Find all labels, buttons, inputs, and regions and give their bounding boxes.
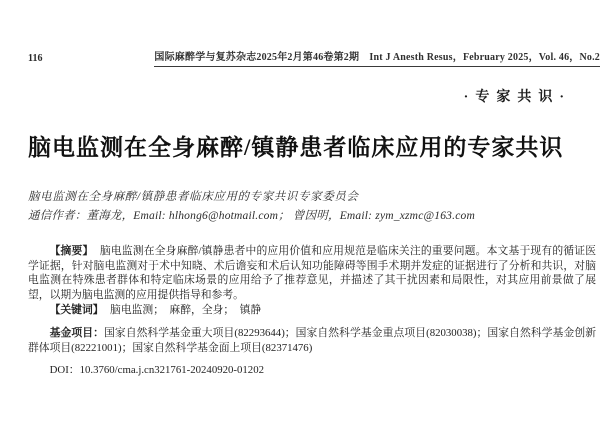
funding-label: 基金项目： bbox=[49, 327, 104, 339]
abstract-paragraph bbox=[28, 244, 596, 302]
running-head bbox=[28, 48, 600, 67]
keywords-line bbox=[28, 303, 596, 318]
doi-line: DOI：10.3760/cma.j.cn321761-20240920-01202 bbox=[49, 364, 265, 376]
corresponding-authors: 通信作者：董海龙，Email: hlhong6@hotmail.com； 曾因明，Email: zym_xzmc@163.com bbox=[28, 210, 475, 222]
keywords-text: 脑电监测； 麻醉，全身； 镇静 bbox=[110, 304, 262, 316]
funding-paragraph bbox=[28, 326, 596, 356]
abstract-text: 脑电监测在全身麻醉/镇静患者中的应用价值和应用规范是临床关注的重要问题。本文基于现有的循证医学证据，针对脑电监测对于术中知晓、术后谵妄和术后认知功能障碍等围手术期并发症的证据进行了分析和共识，对脑电监测在特殊患者群体和特定临床场景的应用给予了推荐意见，并描述了其干扰因素和局限性，对其应用前景做了展望，以期为脑电监测的应用提供指导和参考。 bbox=[28, 245, 597, 301]
abstract-label: 【摘要】 bbox=[49, 245, 94, 257]
page-number: 116 bbox=[28, 53, 43, 64]
article-title: 脑电监测在全身麻醉/镇静患者临床应用的专家共识 bbox=[28, 135, 564, 160]
author-committee: 脑电监测在全身麻醉/镇静患者临床应用的专家共识专家委员会 bbox=[28, 191, 359, 203]
section-label-expert-consensus: ·专家共识· bbox=[463, 90, 571, 105]
keywords-label: 【关键词】 bbox=[49, 304, 104, 316]
journal-header-line: 国际麻醉学与复苏杂志2025年2月第46卷第2期 Int J Anesth Resus，February 2025，Vol. 46，No.2 bbox=[154, 48, 600, 67]
funding-text: 国家自然科学基金重大项目(82293644)；国家自然科学基金重点项目(82030038)；国家自然科学基金创新群体项目(82221001)；国家自然科学基金面上项目(82371476) bbox=[28, 327, 596, 354]
